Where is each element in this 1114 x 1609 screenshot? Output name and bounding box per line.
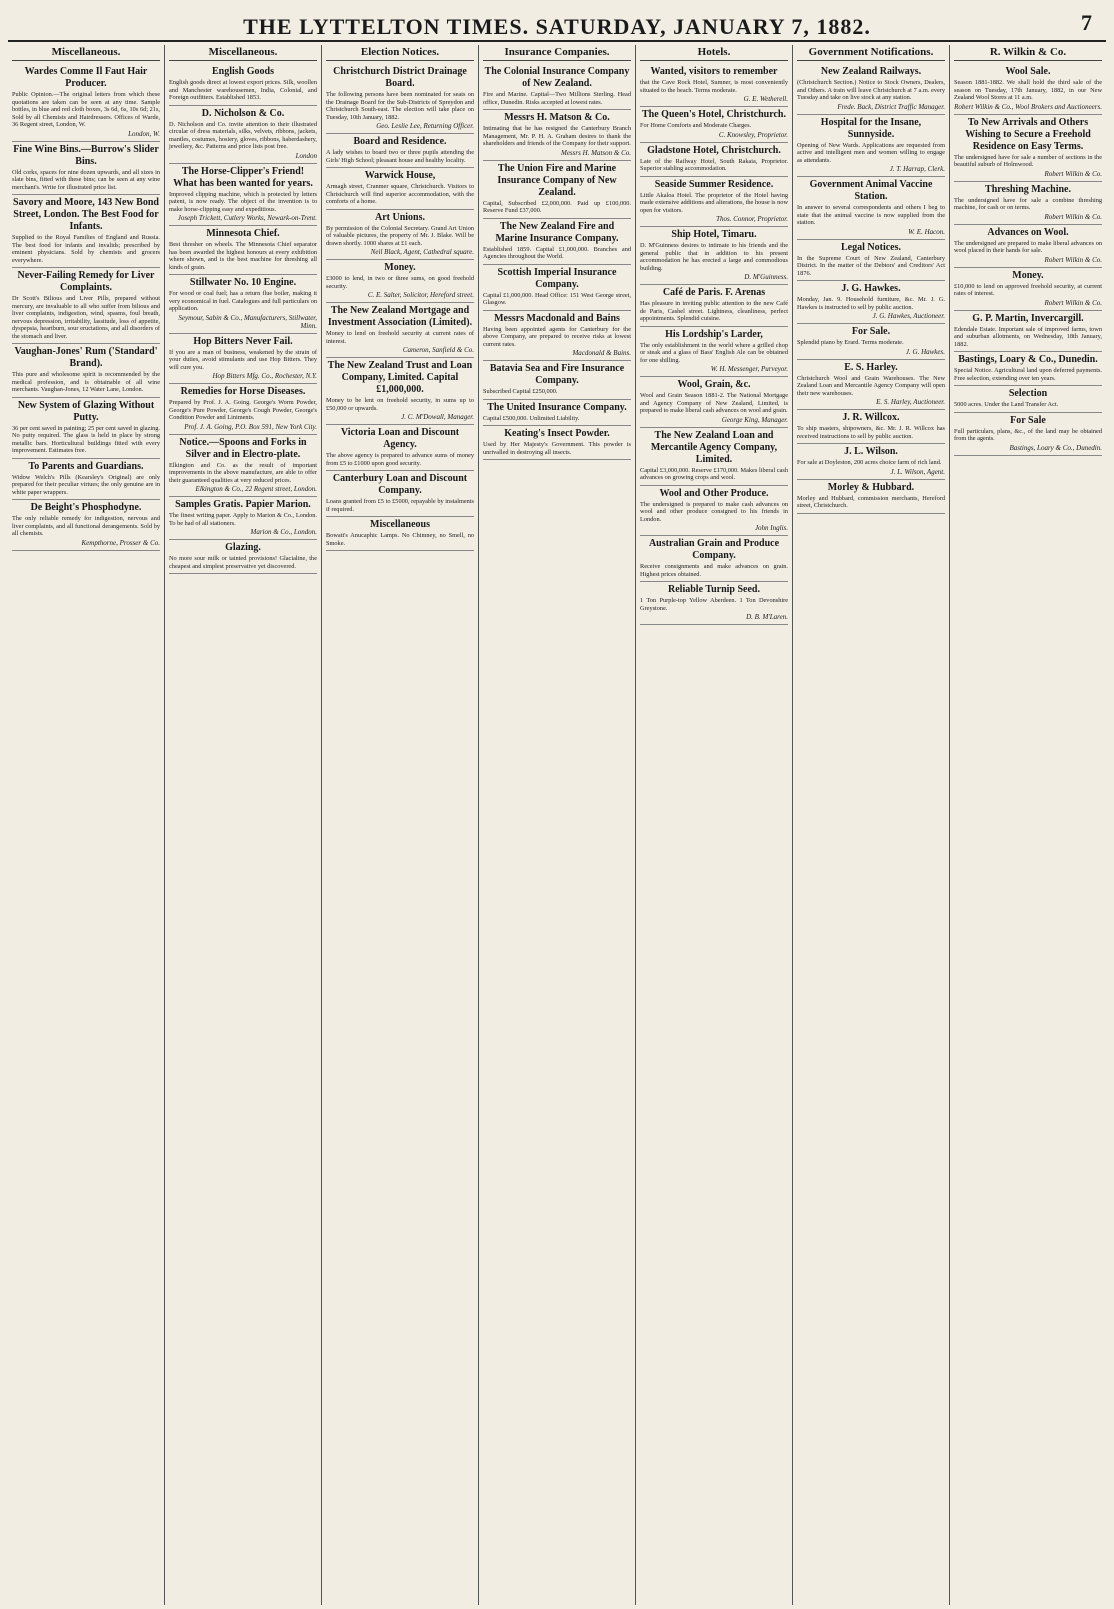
ad-title: To New Arrivals and Others Wishing to Secure a Freehold Residence on Easy Terms. xyxy=(965,116,1091,152)
ad-signature: D. M'Guinness. xyxy=(744,273,788,281)
ad-body: For wood or coal fuel; has a return flue boiler, making it very economical in fuel. Catalogues and full particulars on application. xyxy=(169,290,317,312)
ad-body: Late of the Railway Hotel, South Rakaia, Proprietor. Superior stabling accommodation. xyxy=(640,157,788,172)
ad-title: The Colonial Insurance Company of New Zealand. xyxy=(484,66,630,89)
ad-body: Has pleasure in inviting public attention to the new Café de Paris, Cashel street. Lightness, cleanliness, perfect appointments. Splendid cuisine. xyxy=(640,300,788,322)
ad-body: Elkington and Co. as the result of important improvements in the above manufacture, are able to offer their guaranteed qualities at very reduced prices. xyxy=(169,461,317,484)
ad-body: The above agency is prepared to advance sums of money from £5 to £1000 upon good security. xyxy=(326,452,474,467)
advertisement xyxy=(797,177,945,240)
ad-title: Selection xyxy=(1008,388,1048,399)
advertisement xyxy=(483,361,631,400)
ad-body: that the Cave Rock Hotel, Sumner, is most conveniently situated to the beach. Terms moderate. xyxy=(640,79,788,94)
advertisement xyxy=(12,142,160,196)
advertisement xyxy=(483,426,631,460)
advertisement xyxy=(12,195,160,268)
column-1 xyxy=(8,45,165,1605)
ad-title: Never-Failing Remedy for Liver Complaints. xyxy=(17,270,155,293)
advertisement xyxy=(640,143,788,177)
ad-body: The finest writing paper. Apply to Marion & Co., London. To be had of all stationers. xyxy=(169,512,317,527)
ad-signature: Messrs H. Matson & Co. xyxy=(560,148,631,157)
ad-title: Messrs H. Matson & Co. xyxy=(504,112,610,123)
ad-title: Hospital for the Insane, Sunnyside. xyxy=(820,116,922,140)
ad-title: Morley & Hubbard. xyxy=(827,481,915,493)
ad-signature: Elkington & Co., 22 Regent street, London. xyxy=(195,485,317,493)
newspaper-title: THE LYTTELTON TIMES. SATURDAY, JANUARY 7, 1882. xyxy=(243,14,871,39)
ad-title: New System of Glazing Without Putty. xyxy=(17,399,155,423)
ad-signature: W. H. Messenger, Purveyor. xyxy=(710,365,788,373)
ad-title: To Parents and Guardians. xyxy=(28,460,144,472)
ad-signature: Seymour, Sabin & Co., Manufacturers, Stillwater, Minn. xyxy=(178,313,317,330)
advertisement xyxy=(797,360,945,411)
ad-title: Seaside Summer Residence. xyxy=(654,178,774,190)
ad-body: D. Nicholson and Co. invite attention to their illustrated circular of dress materials, silks, velvets, ribbons, jackets, mantles, costumes, hosiery, gloves, ribbons, haberdashery, jewellery, &c. Patterns and price lists post free. xyxy=(169,120,317,150)
ad-body: Splendid piano by Erard. Terms moderate. xyxy=(797,339,904,346)
ad-title: Gladstone Hotel, Christchurch. xyxy=(647,144,781,156)
ad-body: A lady wishes to board two or three pupils attending the Girls' High School; pleasant house and healthy locality. xyxy=(326,149,474,164)
page-number: 7 xyxy=(1081,10,1092,35)
ad-body: Special Notice. Agricultural land upon deferred payments. Free selection, extending over ten years. xyxy=(954,367,1102,382)
advertisement xyxy=(12,344,160,398)
advertisement xyxy=(483,311,631,362)
advertisement xyxy=(797,480,945,514)
ad-body: Bowatt's Anucaphic Lamps. No Chimney, no Smell, no Smoke. xyxy=(326,532,474,547)
ad-signature: Frede. Back, District Traffic Manager. xyxy=(837,102,945,111)
ad-body: To ship masters, shipowners, &c. Mr. J. R. Willcox has received instructions to sell by public auction. xyxy=(797,425,945,440)
ad-signature: Neil Black, Agent, Cathedral square. xyxy=(370,248,474,256)
ad-title: Money. xyxy=(384,262,416,273)
ad-title: Messrs Macdonald and Bains xyxy=(494,312,620,324)
ad-signature: J. G. Hawkes, Auctioneer. xyxy=(872,312,945,320)
ad-title: For Sale xyxy=(1010,414,1046,426)
advertisement xyxy=(640,107,788,143)
advertisement xyxy=(326,358,474,425)
advertisement xyxy=(640,285,788,327)
ad-title: G. P. Martin, Invercargill. xyxy=(972,312,1084,324)
ad-signature: Prof. J. A. Going, P.O. Box 591, New York City. xyxy=(184,422,317,431)
ad-signature: W. E. Hacon. xyxy=(908,227,945,236)
ad-body: The only establishment in the world where a grilled chop or steak and a glass of Bass' English Ale can be obtained for one shilling. xyxy=(640,341,788,364)
column-3 xyxy=(322,45,479,1605)
advertisement xyxy=(169,106,317,164)
advertisement xyxy=(640,486,788,537)
ad-body: Having been appointed agents for Canterbury for the above Company, are prepared to receive risks at lowest current rates. xyxy=(483,325,631,348)
ad-title: Savory and Moore, 143 New Bond Street, London. The Best Food for Infants. xyxy=(13,197,159,232)
ad-signature: Macdonald & Bains. xyxy=(572,349,631,357)
ad-body: Christchurch Wool and Grain Warehouses. The New Zealand Loan and Mercantile Agency Company will open their new warehouses. xyxy=(797,374,945,397)
ad-title: Victoria Loan and Discount Agency. xyxy=(340,427,460,450)
ad-body: (Christchurch Section.) Notice to Stock Owners, Dealers, and Others. A train will leave Christchurch at 7 a.m. every Tuesday and take on live stock at any station. xyxy=(797,79,945,101)
ad-body: Season 1881-1882. We shall hold the third sale of the season on Tuesday, 17th January, 1882, in our New Zealand Wool Stores at 11 a.m. xyxy=(954,79,1102,101)
ad-signature: Joseph Trickett, Cutlery Works, Newark-on-Trent. xyxy=(177,214,317,222)
ad-title: Keating's Insect Powder. xyxy=(504,428,610,439)
ad-title: The New Zealand Trust and Loan Company, Limited. Capital £1,000,000. xyxy=(327,360,473,395)
advertisement xyxy=(954,225,1102,268)
ad-body: Money to lend on freehold security at current rates of interest. xyxy=(326,330,474,345)
ad-body: Established 1859. Capital £1,000,000. Branches and Agencies throughout the World. xyxy=(483,245,631,260)
ad-title: Advances on Wool. xyxy=(987,226,1069,238)
ad-title: Wanted, visitors to remember xyxy=(650,66,778,77)
ad-title: Legal Notices. xyxy=(841,241,901,253)
ad-title: Miscellaneous xyxy=(370,519,430,530)
ad-title: De Beight's Phosphodyne. xyxy=(30,502,142,513)
column-7 xyxy=(950,45,1106,1605)
ad-title: Fine Wine Bins.—Burrow's Slider Bins. xyxy=(13,143,159,167)
ad-title: Reliable Turnip Seed. xyxy=(668,584,760,595)
advertisement xyxy=(169,384,317,435)
ad-title: Christchurch District Drainage Board. xyxy=(333,66,467,89)
advertisement xyxy=(797,115,945,178)
ad-body: Prepared by Prof. J. A. Going. George's Worm Powder, George's Pure Powder, George's Cough Powder, George's Condition Powder and Liniments. xyxy=(169,399,317,421)
ad-signature: Cameron, Sanfield & Co. xyxy=(402,346,474,354)
advertisement xyxy=(954,268,1102,311)
ad-signature: E. S. Harley, Auctioneer. xyxy=(876,398,945,406)
column-heading: R. Wilkin & Co. xyxy=(954,45,1102,61)
ad-body: Capital £1,000,000. Head Office: 151 West George street, Glasgow. xyxy=(483,291,631,306)
ad-body: For Home Comforts and Moderate Charges. xyxy=(640,122,752,129)
advertisement xyxy=(12,64,160,142)
ad-title: Remedies for Horse Diseases. xyxy=(180,386,306,397)
ad-title: His Lordship's Larder, xyxy=(665,328,763,340)
ad-title: Government Animal Vaccine Station. xyxy=(809,179,933,202)
advertisement xyxy=(12,459,160,501)
column-4 xyxy=(479,45,636,1605)
ad-body: Edendale Estate. Important sale of improved farms, town and suburban allotments, on Wednesday, 18th January, 1882. xyxy=(954,325,1102,348)
ad-signature: J. L. Wilson, Agent. xyxy=(890,467,945,476)
ad-body: Used by Her Majesty's Government. This powder is unrivalled in destroying all insects. xyxy=(483,441,631,456)
ad-title: Wool, Grain, &c. xyxy=(677,379,751,390)
ad-signature: G. E. Wetherell. xyxy=(743,95,788,103)
ad-title: For Sale. xyxy=(851,326,891,337)
ad-title: Bastings, Loary & Co., Dunedin. xyxy=(958,354,1098,365)
ad-body: Fire and Marine. Capital—Two Millions Sterling. Head office, Dunedin. Risks accepted at lowest rates. xyxy=(483,91,631,106)
ad-signature: Thos. Connor, Proprietor. xyxy=(716,215,788,223)
advertisement xyxy=(483,64,631,110)
advertisement xyxy=(326,210,474,261)
ad-body: Subscribed Capital £250,000. xyxy=(483,388,558,395)
ad-title: Hop Bitters Never Fail. xyxy=(193,335,293,347)
column-5 xyxy=(636,45,793,1605)
ad-body: 36 per cent saved in painting; 25 per cent saved in glazing. No putty required. The glass is held in place by strong metallic bars. Horticultural buildings fitted with every improvement. Estimates free. xyxy=(12,424,160,454)
ad-body: For sale at Doyleston, 200 acres choice farm of rich land. xyxy=(797,459,942,466)
column-heading: Government Notifications. xyxy=(797,45,945,61)
ad-title: Wardes Comme Il Faut Hair Producer. xyxy=(24,66,148,89)
ad-body: The undersigned is prepared to make cash advances on wool and other produce consigned to his friends in London. xyxy=(640,500,788,523)
ad-body: In the Supreme Court of New Zealand, Canterbury District. In the matter of the Debtors' and Creditors' Act 1876. xyxy=(797,254,945,277)
advertisement xyxy=(483,400,631,427)
ad-body: This pure and wholesome spirit is recommended by the medical profession, and is obtainable of all wine merchants. Vaughan-Jones, 12 Water Lane, London. xyxy=(12,371,160,393)
advertisement xyxy=(169,275,317,334)
ad-body: £3000 to lend, in two or three sums, on good freehold security. xyxy=(326,275,474,290)
ad-title: The New Zealand Fire and Marine Insurance Company. xyxy=(495,220,619,244)
ad-title: The New Zealand Loan and Mercantile Agency Company, Limited. xyxy=(650,429,778,465)
ad-body: The undersigned are prepared to make liberal advances on wool placed in their hands for sale. xyxy=(954,239,1102,254)
ad-body: Armagh street, Cranmer square, Christchurch. Visitors to Christchurch will find superior accommodation, with the comforts of a home. xyxy=(326,183,474,205)
ad-signature: Bastings, Loary & Co., Dunedin. xyxy=(1009,443,1102,452)
ad-title: Money. xyxy=(1012,269,1044,281)
ad-body: Dr Scott's Bilious and Liver Pills, prepared without mercury, are invaluable to all who suffer from bilious and liver complaints, indigestion, wind, spasms, foul breath, nervous depression, irritability, lassitude, loss of appetite, dyspepsia, heartburn, sour eructations, and all disorders of the stomach and liver. xyxy=(12,295,160,340)
ad-signature: Robert Wilkin & Co. xyxy=(1044,255,1102,264)
ad-body: Public Opinion.—The original letters from which these quotations are taken can be seen at any time. Sample bottles, in blue and red cloth boxes, 3s 6d, 6s, 10s 6d; 21s, Sold by all Chemists and Hairdressers. Offices of Warde, 36 Regent street, London, W. xyxy=(12,91,160,128)
column-6 xyxy=(793,45,950,1605)
advertisement xyxy=(169,497,317,540)
ad-title: Ship Hotel, Timaru. xyxy=(671,229,757,240)
ad-body: The only reliable remedy for indigestion, nervous and liver complaints, and all functional derangements. Sold by all chemists. xyxy=(12,515,160,537)
ad-body: By permission of the Colonial Secretary. Grand Art Union of valuable pictures, the property of Mr. J. Blake. Will be drawn shortly. 1000 shares at £1 each. xyxy=(326,224,474,247)
ad-title: Canterbury Loan and Discount Company. xyxy=(332,473,468,496)
advertisement xyxy=(640,64,788,107)
ad-body: Capital £500,000. Unlimited Liability. xyxy=(483,414,580,422)
ad-title: The New Zealand Mortgage and Investment Association (Limited). xyxy=(327,305,473,328)
ad-signature: Robert Wilkin & Co. xyxy=(1044,298,1102,307)
advertisement xyxy=(169,435,317,498)
ad-body: English goods direct at lowest export prices. Silk, woollen and Manchester warehousemen, India, Colonial, and Foreign outfitters. Established 1853. xyxy=(169,79,317,101)
ad-body: The undersigned have for sale a number of sections in the beautiful suburb of Holmwood. xyxy=(954,153,1102,168)
advertisement xyxy=(640,377,788,428)
advertisement xyxy=(326,303,474,358)
ad-title: Wool Sale. xyxy=(1005,66,1051,77)
ad-title: Vaughan-Jones' Rum ('Standard' Brand). xyxy=(14,346,158,369)
ad-signature: C. E. Salter, Solicitor, Hereford street. xyxy=(367,291,474,299)
ad-title: New Zealand Railways. xyxy=(820,66,922,77)
ad-signature: Kempthorne, Prosser & Co. xyxy=(81,538,160,547)
ad-body: Morley and Hubbard, commission merchants, Hereford street, Christchurch. xyxy=(797,494,945,509)
ad-body: Best thresher on wheels. The Minnesota Chief separator has been awarded the highest honours at every exhibition where shown, and is the best machine for threshing all kinds of grain. xyxy=(169,241,317,271)
advertisement xyxy=(954,413,1102,456)
ad-title: Wool and Other Produce. xyxy=(659,487,769,499)
column-heading: Election Notices. xyxy=(326,45,474,61)
ad-title: D. Nicholson & Co. xyxy=(201,107,285,119)
ad-title: Glazing. xyxy=(225,542,261,553)
advertisement xyxy=(640,536,788,582)
advertisement xyxy=(640,177,788,228)
columns-container xyxy=(8,45,1106,1605)
ad-title: Threshing Machine. xyxy=(985,183,1071,195)
advertisement xyxy=(169,334,317,385)
ad-title: Australian Grain and Produce Company. xyxy=(648,538,780,561)
ad-signature: Robert Wilkin & Co. xyxy=(1044,169,1102,178)
advertisement xyxy=(797,240,945,282)
column-2 xyxy=(165,45,322,1605)
ad-body: 5000 acres. Under the Land Transfer Act. xyxy=(954,401,1059,408)
ad-title: E. S. Harley. xyxy=(844,361,898,373)
ad-signature: Hop Bitters Mfg. Co., Rochester, N.Y. xyxy=(212,372,317,380)
advertisement xyxy=(797,410,945,444)
advertisement xyxy=(797,64,945,115)
ad-body: Little Akaloa Hotel. The proprietor of the Hotel having made extensive additions and alterations, the house is now open for visitors. xyxy=(640,191,788,214)
ad-signature: C. Knowsley, Proprietor. xyxy=(718,130,788,139)
advertisement xyxy=(640,227,788,285)
ad-signature: Marion & Co., London. xyxy=(250,528,317,536)
ad-title: English Goods xyxy=(212,66,274,77)
column-heading: Hotels. xyxy=(640,45,788,61)
advertisement xyxy=(954,64,1102,115)
ad-body: Intimating that he has resigned the Canterbury Branch Management, Mr. P. H. A. Graham desires to thank the shareholders and friends of the Company for their support. xyxy=(483,125,631,147)
ad-body: Capital, Subscribed £2,000,000. Paid up £100,000. Reserve Fund £37,000. xyxy=(483,199,631,214)
ad-title: Art Unions. xyxy=(374,211,425,223)
advertisement xyxy=(640,428,788,486)
advertisement xyxy=(483,110,631,161)
ad-body: If you are a man of business, weakened by the strain of your duties, avoid stimulants and use Hop Bitters. They will cure you. xyxy=(169,348,317,371)
ad-body: Money to be lent on freehold security, in sums up to £50,000 or upwards. xyxy=(326,397,474,412)
ad-title: Board and Residence. xyxy=(353,136,447,147)
ad-title: Stillwater No. 10 Engine. xyxy=(189,277,297,288)
advertisement xyxy=(797,444,945,480)
ad-body: No more sour milk or tainted provisions! Glacialine, the cheapest and simplest preservative yet discovered. xyxy=(169,555,317,570)
ad-body: Wool and Grain Season 1881-2. The National Mortgage and Agency Company of New Zealand, Limited, is prepared to make liberal cash advances on wool and grain. xyxy=(640,392,788,414)
advertisement xyxy=(954,352,1102,386)
advertisement xyxy=(483,265,631,311)
advertisement xyxy=(326,134,474,168)
ad-title: Minnesota Chief. xyxy=(206,228,280,239)
advertisement xyxy=(12,398,160,459)
advertisement xyxy=(640,327,788,378)
advertisement xyxy=(797,324,945,360)
ad-title: The United Insurance Company. xyxy=(487,401,627,413)
ad-signature: J. G. Hawkes. xyxy=(905,347,945,356)
ad-signature: Geo. Leslie Lee, Returning Officer. xyxy=(376,122,474,130)
advertisement xyxy=(326,471,474,517)
ad-body: 1 Ton Purple-top Yellow Aberdeen. 1 Ton Devonshire Greystone. xyxy=(640,597,788,612)
ad-title: Warwick House, xyxy=(364,170,436,181)
ad-title: Scottish Imperial Insurance Company. xyxy=(497,266,617,290)
ad-body: The undersigned have for sale a combine threshing machine, for cash or on terms. xyxy=(954,196,1102,211)
ad-body: Full particulars, plans, &c., of the land may be obtained from the agents. xyxy=(954,427,1102,442)
advertisement xyxy=(326,64,474,134)
advertisement xyxy=(483,161,631,219)
ad-title: Samples Gratis. Papier Marion. xyxy=(175,499,311,510)
advertisement xyxy=(169,64,317,106)
advertisement xyxy=(954,311,1102,353)
ad-title: J. L. Wilson. xyxy=(844,446,898,457)
ad-body: Loans granted from £5 to £5000, repayable by instalments if required. xyxy=(326,498,474,513)
advertisement xyxy=(954,386,1102,413)
ad-title: J. G. Hawkes. xyxy=(841,283,901,294)
ad-title: The Queen's Hotel, Christchurch. xyxy=(642,109,786,120)
ad-body: Receive consignments and make advances on grain. Highest prices obtained. xyxy=(640,563,788,578)
ad-body: In answer to several correspondents and others I beg to state that the animal vaccine is now supplied from the station. xyxy=(797,204,945,226)
advertisement xyxy=(483,219,631,265)
ad-body: Old corks, spaces for nine dozen upwards, and all sizes in slate bins, fitted with these bins; can be seen at any wine merchant's. Write for illustrated price list. xyxy=(12,168,160,191)
ad-body: The following persons have been nominated for seats on the Drainage Board for the Sub-Districts of Spreydon and Christchurch South-east. The election will take place on Tuesday, 10th January, 1882. xyxy=(326,91,474,121)
ad-title: Café de Paris. F. Arenas xyxy=(662,287,766,298)
advertisement xyxy=(169,540,317,574)
ad-signature: George King, Manager. xyxy=(721,415,788,424)
ad-signature: J. C. M'Dowall, Manager. xyxy=(401,413,474,421)
ad-signature: Robert Wilkin & Co. xyxy=(1044,212,1102,221)
ad-signature: London, W. xyxy=(128,129,160,138)
masthead xyxy=(8,6,1106,42)
advertisement xyxy=(797,281,945,324)
ad-title: Notice.—Spoons and Forks in Silver and in Electro-plate. xyxy=(179,436,307,460)
advertisement xyxy=(954,115,1102,182)
ad-title: The Union Fire and Marine Insurance Company of New Zealand. xyxy=(497,162,617,198)
advertisement xyxy=(640,582,788,625)
advertisement xyxy=(12,268,160,344)
ad-title: The Horse-Clipper's Friend! What has been wanted for years. xyxy=(173,165,313,189)
ad-body: Opening of New Wards. Applications are requested from active and intelligent men and women willing to engage as attendants. xyxy=(797,141,945,164)
ad-body: Supplied to the Royal Families of England and Russia. The best food for infants and invalids; prescribed by eminent physicians. Sold by chemists and grocers everywhere. xyxy=(12,234,160,264)
ad-title: Batavia Sea and Fire Insurance Company. xyxy=(489,363,625,386)
ad-body: Improved clipping machine, which is protected by letters patent, is now ready. The object of the invention is to make horse-clipping easy and expeditious. xyxy=(169,190,317,213)
advertisement xyxy=(326,168,474,210)
advertisement xyxy=(169,226,317,275)
advertisement xyxy=(954,182,1102,225)
advertisement xyxy=(169,164,317,227)
ad-title: J. R. Willcox. xyxy=(842,412,900,423)
ad-signature: London xyxy=(295,151,317,160)
column-heading: Miscellaneous. xyxy=(12,45,160,61)
advertisement xyxy=(12,500,160,551)
ad-signature: John Inglis. xyxy=(754,524,788,532)
advertisement xyxy=(326,260,474,303)
ad-body: Monday, Jan. 9. Household furniture, &c. Mr. J. G. Hawkes is instructed to sell by public auction. xyxy=(797,296,945,311)
ad-body: Widow Welch's Pills (Kearsley's Original) are only prepared for their peculiar virtues; the only genuine are in white paper wrappers. xyxy=(12,473,160,496)
ad-signature: J. T. Harrap, Clerk. xyxy=(889,165,945,173)
column-heading: Insurance Companies. xyxy=(483,45,631,61)
ad-body: D. M'Guinness desires to intimate to his friends and the general public that in addition to his present accommodation he has erected a large and commodious building. xyxy=(640,242,788,272)
advertisement xyxy=(326,517,474,551)
ad-body: £10,000 to lend on approved freehold security, at current rates of interest. xyxy=(954,282,1102,297)
column-heading: Miscellaneous. xyxy=(169,45,317,61)
ad-body: Capital £3,000,000. Reserve £170,000. Makes liberal cash advances on growing crops and wool. xyxy=(640,466,788,481)
ad-signature: Robert Wilkin & Co., Wool Brokers and Auctioneers. xyxy=(954,102,1102,111)
advertisement xyxy=(326,425,474,471)
ad-signature: D. B. M'Laren. xyxy=(746,613,788,621)
